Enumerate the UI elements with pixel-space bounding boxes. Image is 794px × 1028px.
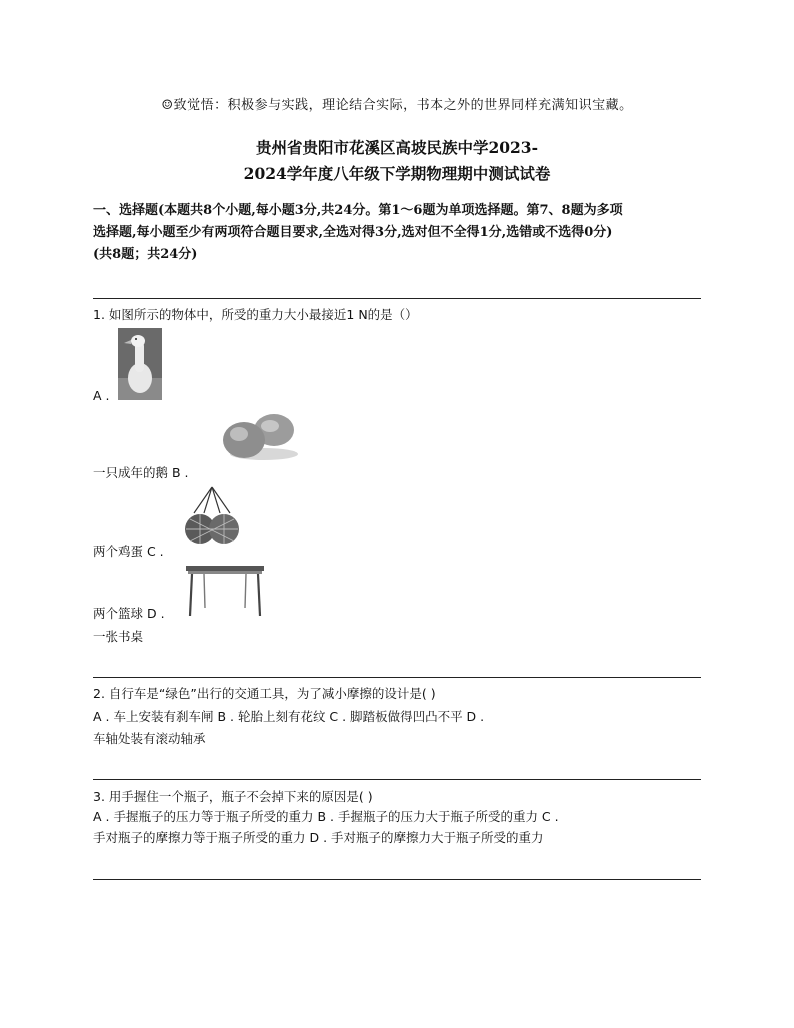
eggs-image [216, 408, 300, 464]
q2-options-line2: 车轴处装有滚动轴承 [93, 731, 206, 746]
q3-options-line1: A . 手握瓶子的压力等于瓶子所受的重力 B . 手握瓶子的压力大于瓶子所受的重力 C . [93, 809, 559, 824]
q1-option-a-label: A . [93, 388, 110, 403]
divider-q3 [93, 779, 701, 780]
q3-options-line2: 手对瓶子的摩擦力等于瓶子所受的重力 D . 手对瓶子的摩擦力大于瓶子所受的重力 [93, 830, 544, 845]
q1-option-a-text-b-label: 一只成年的鹅 B . [93, 465, 189, 480]
basketballs-image [184, 485, 240, 555]
section-header-line2: 选择题,每小题至少有两项符合题目要求,全选对得3分,选对但不全得1分,选错或不选得0分) [93, 225, 613, 240]
q1-option-b-text-c-label: 两个鸡蛋 C . [93, 544, 164, 559]
goose-image [118, 328, 162, 400]
section-header-line1: 一、选择题(本题共8个小题,每小题3分,共24分。第1～6题为单项选择题。第7、8题为多项 [93, 203, 623, 218]
q2-stem: 2. 自行车是“绿色”出行的交通工具，为了减小摩擦的设计是( ) [93, 686, 436, 701]
q1-option-c-text-d-label: 两个篮球 D . [93, 606, 165, 621]
section-header-line3: (共8题；共24分) [93, 247, 198, 262]
q3-stem: 3. 用手握住一个瓶子，瓶子不会掉下来的原因是( ) [93, 789, 373, 804]
section-header [93, 200, 705, 266]
divider-q2 [93, 677, 701, 678]
divider-q1 [93, 298, 701, 299]
divider-end [93, 879, 701, 880]
q2-options-line1: A . 车上安装有刹车闸 B . 轮胎上刻有花纹 C . 脚踏板做得凹凸不平 D . [93, 709, 485, 724]
desk-image [184, 562, 266, 618]
q1-stem: 1. 如图所示的物体中，所受的重力大小最接近1 N的是（） [93, 307, 418, 322]
motto-banner: ☺致觉悟：积极参与实践，理论结合实际，书本之外的世界同样充满知识宝藏。 [161, 98, 633, 113]
exam-title-line2: 2024学年度八年级下学期物理期中测试试卷 [243, 164, 551, 183]
q1-option-d-text: 一张书桌 [93, 629, 144, 644]
exam-title-line1: 贵州省贵阳市花溪区高坡民族中学2023- [255, 138, 539, 157]
